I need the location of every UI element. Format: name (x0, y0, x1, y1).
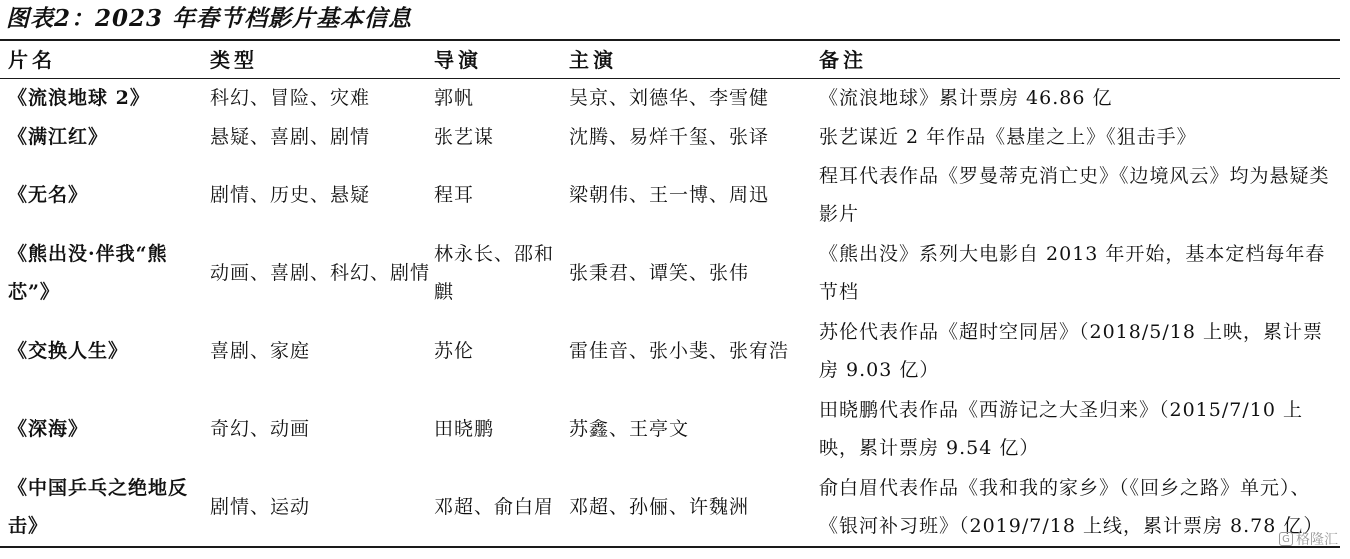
film-title: 《熊出没·伴我“熊芯”》 (8, 243, 168, 303)
film-cast: 邓超、孙俪、许魏洲 (569, 496, 750, 518)
film-genre: 剧情、运动 (210, 496, 311, 518)
film-notes: 田晓鹏代表作品《西游记之大圣归来》（2015/7/10 上映，累计票房 9.54 亿） (819, 399, 1303, 459)
film-cast: 梁朝伟、王一博、周迅 (569, 184, 770, 206)
film-director: 林永长、邵和麒 (434, 243, 555, 303)
film-title: 《交换人生》 (8, 340, 129, 362)
film-cast: 张秉君、谭笑、张伟 (569, 262, 750, 284)
header-notes: 备注 (819, 47, 867, 72)
table-row (0, 117, 1340, 156)
film-cast: 沈腾、易烊千玺、张译 (569, 125, 770, 148)
film-title: 《满江红》 (8, 125, 109, 148)
header-cast: 主演 (569, 47, 617, 72)
film-title: 《流浪地球 2》 (8, 87, 150, 109)
film-title: 《中国乒乓之绝地反击》 (8, 477, 189, 537)
film-notes: 《熊出没》系列大电影自 2013 年开始，基本定档每年春节档 (819, 243, 1326, 303)
header-genre: 类型 (210, 47, 258, 72)
g-logo-icon: G (1279, 532, 1293, 546)
table-header-row (0, 41, 1340, 78)
film-title: 《无名》 (8, 184, 89, 206)
film-director: 邓超、俞白眉 (434, 496, 555, 518)
table-row (0, 312, 1340, 390)
film-cast: 苏鑫、王亭文 (569, 418, 690, 440)
film-notes: 程耳代表作品《罗曼蒂克消亡史》《边境风云》均为悬疑类影片 (819, 165, 1330, 225)
film-genre: 科幻、冒险、灾难 (210, 87, 371, 109)
header-director: 导演 (434, 47, 482, 72)
film-notes: 《流浪地球》累计票房 46.86 亿 (819, 87, 1113, 109)
film-genre: 奇幻、动画 (210, 418, 311, 440)
table-bottom-rule (0, 546, 1340, 548)
table-row (0, 79, 1340, 117)
film-genre: 动画、喜剧、科幻、剧情 (210, 262, 431, 284)
film-director: 田晓鹏 (434, 418, 495, 440)
table-row (0, 468, 1340, 546)
film-cast: 雷佳音、张小斐、张宥浩 (569, 340, 790, 362)
header-title: 片名 (8, 47, 56, 72)
watermark-text: 格隆汇 (1296, 532, 1338, 548)
film-notes: 张艺谋近 2 年作品《悬崖之上》《狙击手》 (819, 125, 1197, 148)
table-row (0, 156, 1340, 234)
table-row (0, 390, 1340, 468)
film-cast: 吴京、刘德华、李雪健 (569, 87, 770, 109)
watermark (1279, 529, 1338, 549)
film-genre: 喜剧、家庭 (210, 340, 311, 362)
film-genre: 悬疑、喜剧、剧情 (210, 125, 371, 148)
film-director: 程耳 (434, 184, 475, 206)
film-director: 苏伦 (434, 340, 475, 362)
table-row (0, 234, 1340, 312)
film-notes: 俞白眉代表作品《我和我的家乡》（《回乡之路》单元）、《银河补习班》（2019/7/18 上线，累计票房 8.78 亿） (819, 477, 1324, 537)
film-director: 郭帆 (434, 87, 475, 109)
page-title: 图表2：2023 年春节档影片基本信息 (6, 5, 413, 32)
film-title: 《深海》 (8, 418, 89, 440)
film-director: 张艺谋 (434, 125, 495, 148)
film-notes: 苏伦代表作品《超时空同居》（2018/5/18 上映，累计票房 9.03 亿） (819, 321, 1323, 381)
film-genre: 剧情、历史、悬疑 (210, 184, 371, 206)
